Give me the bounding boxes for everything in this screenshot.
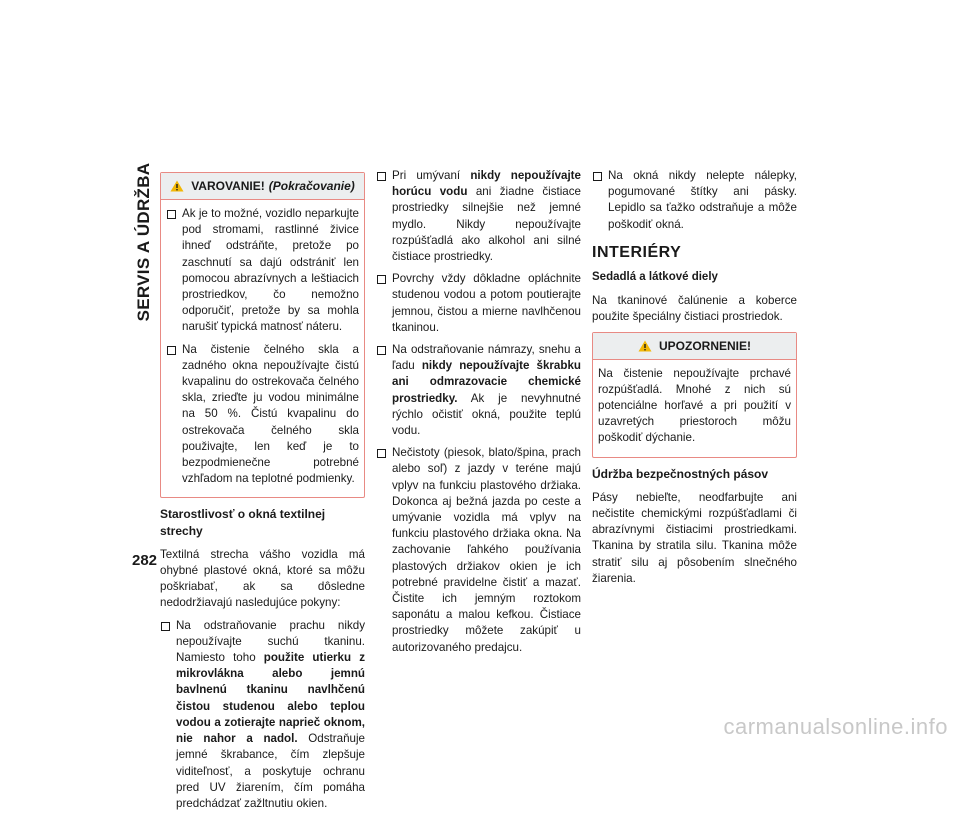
warning-item: Na čistenie čelného skla a zadného okna nepoužívajte čistú kvapalinu do ostrekovača čelného skla, zrieďte ju vodou minimálne na 50 %. Čistú kvapalinu do ostrekovača čelného skla použivajte, len keď je to bezpodmienečne potrebné vzhľadom na teplotné podmienky.	[166, 342, 359, 488]
soft-top-item-6: Na okná nikdy nelepte nálepky, pogumované štítky ani pásky. Lepidlo sa ťažko odstraňuje a môže poškodiť okná.	[592, 168, 797, 233]
soft-top-heading: Starostlivosť o okná textilnej strechy	[160, 507, 326, 538]
soft-top-item-1: Na odstraňovanie prachu nikdy nepoužívajte suchú tkaninu. Namiesto toho použite utierku z mikrovlákna alebo jemnú bavlnenú tkaninu navlhčenú čistou studenou alebo teplou vodou a zotierajte naprieč oknom, nie nahor a nadol. Odstraňuje jemné škrabance, čím zlepšuje viditeľnosť, a poskytuje ochranu pred UV žiarením, čím pomáha predchádzať zažltnutiu okien.	[160, 618, 365, 812]
soft-top-item-4: Na odstraňovanie námrazy, snehu a ľadu nikdy nepoužívajte škrabku ani odmrazovacie chemické prostriedky. Ak je nevyhnutné rýchlo očistiť okná, použite teplú vodu.	[376, 342, 581, 439]
soft-top-item-3: Povrchy vždy dôkladne opláchnite studenou vodou a potom poutierajte jemnou, čistou a mierne navlhčenou tkaninou.	[376, 271, 581, 336]
warning-item: Ak je to možné, vozidlo neparkujte pod stromami, rastlinné živice ihneď odstráňte, pretože po zaschnutí sa dajú odstrániť len pomocou abrazívnych a leštiacich prostriedkov, čo nemožno odporučiť, pretože by sa mohla narušiť typická matnosť náteru.	[166, 206, 359, 336]
warning-triangle-icon	[170, 180, 184, 192]
interior-heading: INTERIÉRY	[592, 243, 682, 261]
belts-heading: Údržba bezpečnostných pásov	[592, 466, 769, 481]
caution-text: Na čistenie nepoužívajte prchavé rozpúšťadlá. Mnohé z nich sú potenciálne horľavé a pri použití v uzavretých priestoroch môžu poškodiť dýchanie.	[598, 366, 791, 445]
watermark: carmanualsonline.info	[723, 714, 948, 739]
section-side-title: SERVIS A ÚDRŽBA	[134, 162, 153, 322]
seats-text: Na tkaninové čalúnenie a koberce použite špeciálny čistiaci prostriedok.	[592, 294, 797, 324]
caution-box	[592, 332, 797, 458]
column-2	[376, 168, 581, 662]
soft-top-intro: Textilná strecha vášho vozidla má ohybné plastové okná, ktoré sa môžu poškriabať, ak sa dôsledne nedodržiavajú nasledujúce pokyny:	[160, 547, 365, 610]
warning-box	[160, 172, 365, 498]
warning-title: VAROVANIE!	[191, 178, 265, 193]
warning-subtitle: (Pokračovanie)	[268, 178, 355, 193]
soft-top-item-2: Pri umývaní nikdy nepoužívajte horúcu vodu ani žiadne čistiace prostriedky silnejšie než jemné mydlo. Nikdy nepoužívajte rozpúšťadlá ako alkohol ani silné čistiace prostriedky.	[376, 168, 581, 265]
warning-box-header	[161, 173, 364, 200]
caution-box-header	[593, 333, 796, 360]
seats-heading: Sedadlá a látkové diely	[592, 271, 718, 284]
caution-triangle-icon	[638, 340, 652, 352]
column-3	[592, 168, 797, 593]
belts-text: Pásy nebieľte, neodfarbujte ani nečistite chemickými rozpúšťadlami či abrazívnymi čistiacimi prostriedkami. Tkanina by stratila silu. Tkanina môže stratiť silu aj pôsobením slnečného žiarenia.	[592, 490, 797, 585]
column-1	[160, 172, 365, 818]
soft-top-item-5: Nečistoty (piesok, blato/špina, prach alebo soľ) z jazdy v teréne majú vplyv na funkciu plastového držiaka. Dokonca aj bežná jazda po ceste a umývanie vozidla má vplyv na funkciu plastového držiaka okna. Na zachovanie ľahkého používania plastových držiakov okien je ich potrebné pravidelne čistiť a mazať. Čistite ich jemným roztokom saponátu a malou kefkou. Čistiace prostriedky môžete zakúpiť u autorizovaného predajcu.	[376, 445, 581, 656]
page-number: 282	[132, 552, 158, 569]
caution-title: UPOZORNENIE!	[658, 338, 751, 353]
